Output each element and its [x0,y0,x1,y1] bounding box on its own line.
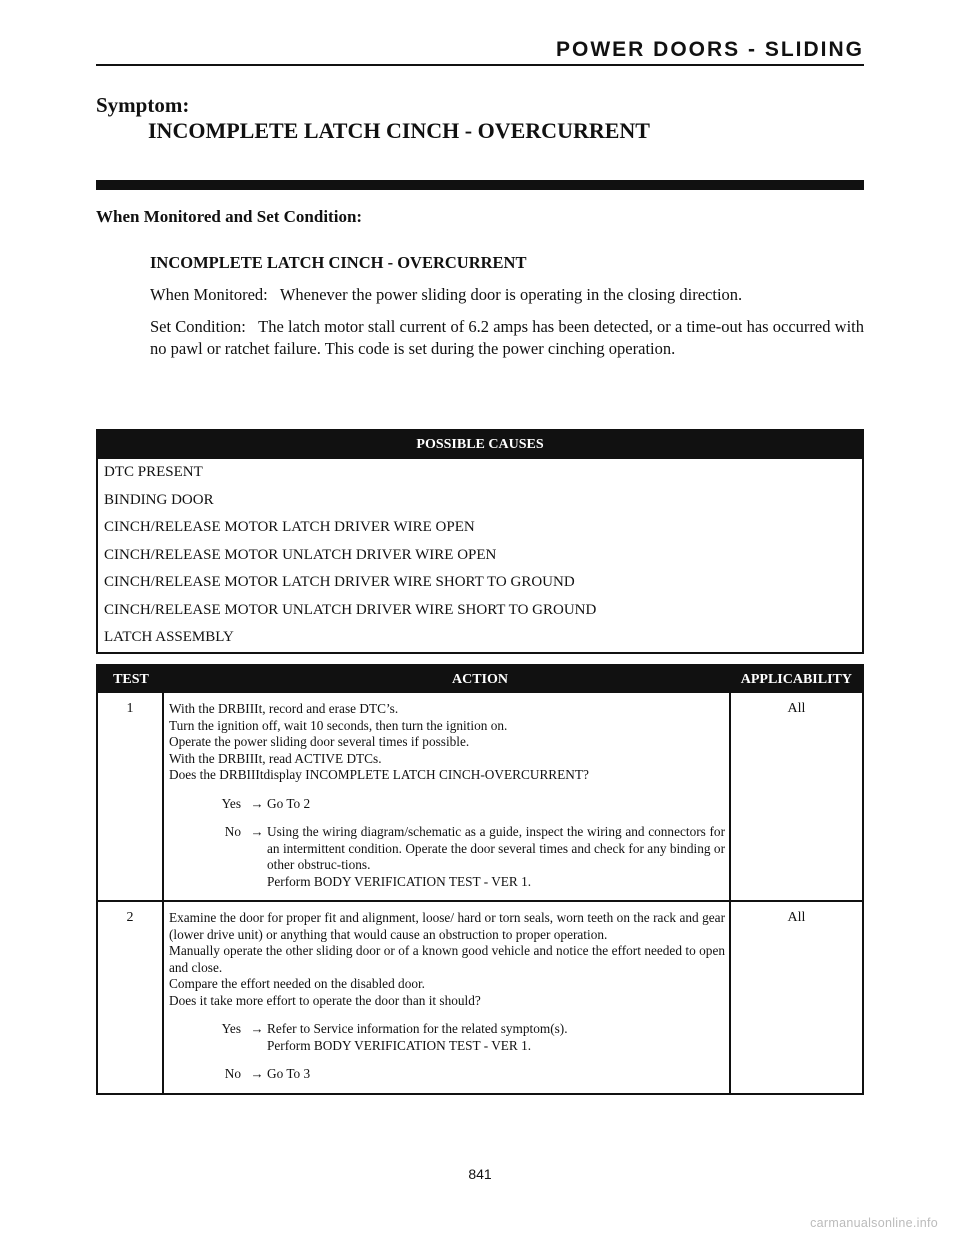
watermark-site: carmanualsonline.info [810,1216,938,1230]
cause-item: LATCH ASSEMBLY [104,629,234,645]
header-rule [96,64,864,66]
arrow-icon: → [250,1021,264,1036]
action-line: Operate the power sliding door several times if possible. [169,734,470,749]
no-outcome [267,824,725,890]
applicability-column-header: APPLICABILITY [740,672,852,687]
yes-label: Yes [221,1021,241,1036]
no-result [169,824,725,890]
conditions-heading: When Monitored and Set Condition: [96,207,363,226]
yes-outcome [267,1021,725,1054]
yes-result [169,1021,725,1054]
action-line: Compare the effort needed on the disabled door. [169,976,426,991]
action-line: Turn the ignition off, wait 10 seconds, then turn the ignition on. [169,717,508,733]
no-label: No [224,824,241,839]
heavy-divider [96,180,864,190]
no-label: No [224,1066,241,1081]
arrow-icon: → [250,795,264,811]
outcome-line: Perform BODY VERIFICATION TEST - VER 1. [267,873,532,889]
test-applicability: All [787,701,806,716]
test-table-header [98,666,862,693]
possible-causes-header: POSSIBLE CAUSES [98,431,862,459]
yes-label: Yes [221,795,241,811]
set-condition: Set Condition: The latch motor stall current of 6.2 amps has been detected, or a time-out has occurred with no pawl or ratchet failure. This code is set during the power cinching operation. [150,317,869,358]
cause-item: DTC PRESENT [104,464,203,480]
symptom-title: INCOMPLETE LATCH CINCH - OVERCURRENT [148,118,650,143]
test-row [98,900,862,1093]
test-number: 2 [98,902,164,1093]
test-row [98,693,862,900]
test-column-header: TEST [113,672,149,687]
yes-outcome [267,796,725,813]
condition-name: INCOMPLETE LATCH CINCH - OVERCURRENT [150,253,527,272]
conditions-body [150,252,869,370]
test-applicability: All [787,910,806,925]
cause-item: CINCH/RELEASE MOTOR UNLATCH DRIVER WIRE OPEN [104,546,497,563]
no-outcome [267,1066,725,1083]
action-line: Examine the door for proper fit and alignment, loose/ hard or torn seals, worn teeth on the rack and gear (lower drive unit) or anything that would cause an obstruction to proper operation. [169,910,725,942]
symptom-block [96,92,650,144]
test-action [164,902,731,1093]
action-line: Does it take more effort to operate the door than it should? [169,992,481,1008]
outcome-line: Refer to Service information for the related symptom(s). [267,1021,568,1036]
test-action [164,693,731,900]
test-number: 1 [98,693,164,900]
page-header-title: POWER DOORS - SLIDING [555,38,864,61]
action-line: With the DRBIIIt, read ACTIVE DTCs. [169,750,382,766]
action-line: Does the DRBIIItdisplay INCOMPLETE LATCH CINCH-OVERCURRENT? [169,767,589,782]
outcome-line: Perform BODY VERIFICATION TEST - VER 1. [267,1037,532,1053]
outcome-line: Go To 3 [267,1066,311,1081]
test-table [96,664,864,1095]
cause-item: CINCH/RELEASE MOTOR LATCH DRIVER WIRE OPEN [104,519,475,535]
action-line: With the DRBIIIt, record and erase DTC’s. [169,701,399,716]
cause-item: BINDING DOOR [104,491,214,508]
cause-item: CINCH/RELEASE MOTOR LATCH DRIVER WIRE SHORT TO GROUND [104,574,575,590]
arrow-icon: → [250,824,264,839]
symptom-label: Symptom: [96,93,190,117]
no-result [169,1066,725,1083]
page-number: 841 [468,1166,492,1182]
action-line: Manually operate the other sliding door or of a known good vehicle and notice the effort needed to open and close. [169,943,725,975]
arrow-icon: → [250,1066,264,1081]
outcome-line: Using the wiring diagram/schematic as a guide, inspect the wiring and connectors for an intermittent condition. Operate the door several times and check for any binding or other obstruc-tions. [267,824,725,872]
possible-causes-table [96,429,864,654]
outcome-line: Go To 2 [267,795,311,811]
yes-result [169,796,725,813]
when-monitored: When Monitored: Whenever the power sliding door is operating in the closing direction. [150,285,743,304]
action-column-header: ACTION [451,672,508,687]
cause-item: CINCH/RELEASE MOTOR UNLATCH DRIVER WIRE SHORT TO GROUND [104,601,597,618]
